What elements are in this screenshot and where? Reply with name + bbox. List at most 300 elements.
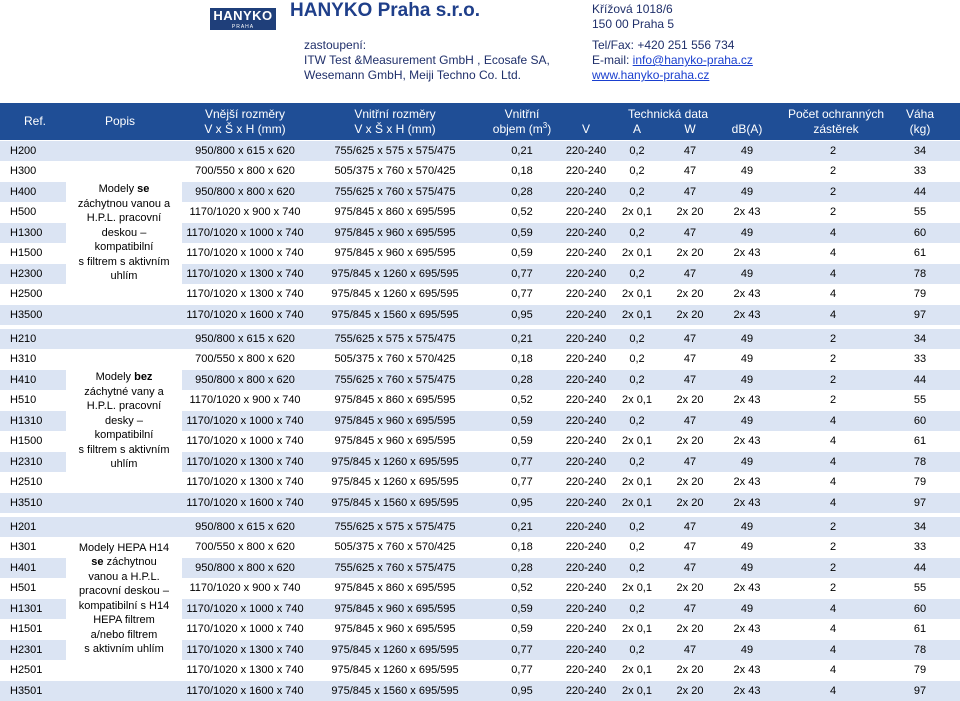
cell-voltage: 220-240 <box>558 431 614 451</box>
cell-power: 47 <box>664 411 716 431</box>
cell-apron-count: 4 <box>796 431 870 451</box>
address-line: Křížová 1018/6 <box>592 2 674 17</box>
cell-ref: H2310 <box>10 452 42 472</box>
cell-apron-count: 2 <box>796 349 870 369</box>
cell-volume: 0,77 <box>484 660 560 680</box>
cell-ref: H3500 <box>10 305 42 325</box>
cell-ref: H2301 <box>10 640 42 660</box>
email-label: E-mail: <box>592 53 633 67</box>
cell-noise: 49 <box>718 161 776 181</box>
cell-voltage: 220-240 <box>558 284 614 304</box>
cell-apron-count: 4 <box>796 223 870 243</box>
cell-volume: 0,28 <box>484 558 560 578</box>
cell-ext-dims: 950/800 x 800 x 620 <box>182 558 308 578</box>
cell-power: 47 <box>664 537 716 557</box>
cell-int-dims: 975/845 x 1560 x 695/595 <box>315 681 475 701</box>
cell-apron-count: 4 <box>796 472 870 492</box>
cell-power: 2x 20 <box>664 619 716 639</box>
cell-volume: 0,77 <box>484 640 560 660</box>
email-link[interactable]: info@hanyko-praha.cz <box>633 53 753 67</box>
cell-noise: 2x 43 <box>718 681 776 701</box>
col-int: Vnitřní rozměry V x Š x H (mm) <box>315 103 475 140</box>
cell-ref: H200 <box>10 141 36 161</box>
cell-power: 47 <box>664 640 716 660</box>
cell-volume: 0,18 <box>484 537 560 557</box>
cell-noise: 49 <box>718 558 776 578</box>
col-count: Počet ochranných zástěrek <box>786 103 886 140</box>
cell-current: 0,2 <box>612 161 662 181</box>
cell-ext-dims: 700/550 x 800 x 620 <box>182 161 308 181</box>
cell-voltage: 220-240 <box>558 452 614 472</box>
cell-apron-count: 4 <box>796 493 870 513</box>
cell-volume: 0,77 <box>484 472 560 492</box>
cell-ext-dims: 1170/1020 x 1300 x 740 <box>182 472 308 492</box>
contact-block <box>592 38 753 83</box>
cell-noise: 2x 43 <box>718 578 776 598</box>
cell-int-dims: 505/375 x 760 x 570/425 <box>315 537 475 557</box>
cell-current: 2x 0,1 <box>612 660 662 680</box>
cell-ext-dims: 1170/1020 x 1000 x 740 <box>182 223 308 243</box>
cell-ext-dims: 1170/1020 x 1000 x 740 <box>182 619 308 639</box>
cell-ext-dims: 1170/1020 x 1600 x 740 <box>182 681 308 701</box>
cell-apron-count: 4 <box>796 411 870 431</box>
cell-noise: 49 <box>718 141 776 161</box>
cell-current: 2x 0,1 <box>612 390 662 410</box>
cell-apron-count: 4 <box>796 243 870 263</box>
cell-current: 0,2 <box>612 452 662 472</box>
cell-ext-dims: 1170/1020 x 1000 x 740 <box>182 599 308 619</box>
cell-int-dims: 975/845 x 1260 x 695/595 <box>315 264 475 284</box>
description-line: s filtrem s aktivním <box>66 443 182 458</box>
cell-volume: 0,21 <box>484 141 560 161</box>
cell-voltage: 220-240 <box>558 472 614 492</box>
cell-weight: 55 <box>890 202 950 222</box>
cell-apron-count: 4 <box>796 640 870 660</box>
col-db: dB(A) <box>718 122 776 136</box>
cell-weight: 78 <box>890 452 950 472</box>
description-line: kompatibilní <box>66 240 182 255</box>
cell-ref: H1500 <box>10 243 42 263</box>
description-line: a/nebo filtrem <box>66 628 182 643</box>
cell-ext-dims: 950/800 x 800 x 620 <box>182 370 308 390</box>
cell-volume: 0,95 <box>484 681 560 701</box>
cell-int-dims: 975/845 x 1260 x 695/595 <box>315 284 475 304</box>
cell-int-dims: 755/625 x 760 x 575/475 <box>315 558 475 578</box>
cell-int-dims: 975/845 x 1260 x 695/595 <box>315 472 475 492</box>
phone-text: Tel/Fax: +420 251 556 734 <box>592 38 753 53</box>
description-line: Modely se <box>66 182 182 197</box>
col-popis: Popis <box>96 103 144 140</box>
cell-noise: 2x 43 <box>718 284 776 304</box>
cell-power: 47 <box>664 182 716 202</box>
cell-voltage: 220-240 <box>558 305 614 325</box>
description-line: H.P.L. pracovní <box>66 399 182 414</box>
cell-weight: 78 <box>890 264 950 284</box>
address-line: 150 00 Praha 5 <box>592 17 674 32</box>
cell-voltage: 220-240 <box>558 578 614 598</box>
cell-apron-count: 2 <box>796 329 870 349</box>
cell-voltage: 220-240 <box>558 390 614 410</box>
cell-noise: 2x 43 <box>718 493 776 513</box>
cell-noise: 2x 43 <box>718 305 776 325</box>
cell-noise: 49 <box>718 517 776 537</box>
cell-int-dims: 975/845 x 960 x 695/595 <box>315 431 475 451</box>
cell-weight: 34 <box>890 517 950 537</box>
cell-int-dims: 975/845 x 1260 x 695/595 <box>315 660 475 680</box>
cell-ref: H500 <box>10 202 36 222</box>
cell-weight: 34 <box>890 329 950 349</box>
cell-int-dims: 975/845 x 1260 x 695/595 <box>315 452 475 472</box>
model-description <box>66 370 182 473</box>
table-row <box>0 472 960 493</box>
cell-ext-dims: 1170/1020 x 900 x 740 <box>182 202 308 222</box>
table-header <box>0 103 960 140</box>
cell-ext-dims: 1170/1020 x 1600 x 740 <box>182 305 308 325</box>
web-row <box>592 68 753 83</box>
cell-voltage: 220-240 <box>558 223 614 243</box>
representation-line: Wesemann GmbH, Meiji Techno Co. Ltd. <box>304 68 550 83</box>
cell-weight: 33 <box>890 349 950 369</box>
cell-noise: 49 <box>718 370 776 390</box>
cell-noise: 2x 43 <box>718 660 776 680</box>
cell-noise: 49 <box>718 537 776 557</box>
cell-volume: 0,59 <box>484 411 560 431</box>
cell-ref: H2300 <box>10 264 42 284</box>
cell-voltage: 220-240 <box>558 517 614 537</box>
cell-current: 2x 0,1 <box>612 472 662 492</box>
cell-ext-dims: 1170/1020 x 1000 x 740 <box>182 411 308 431</box>
table-row <box>0 141 960 162</box>
cell-power: 2x 20 <box>664 472 716 492</box>
cell-apron-count: 4 <box>796 619 870 639</box>
table-row <box>0 284 960 305</box>
cell-int-dims: 975/845 x 960 x 695/595 <box>315 599 475 619</box>
logo-text: HANYKO <box>210 8 276 24</box>
cell-ref: H2500 <box>10 284 42 304</box>
cell-ref: H1310 <box>10 411 42 431</box>
cell-ext-dims: 1170/1020 x 1300 x 740 <box>182 284 308 304</box>
cell-volume: 0,21 <box>484 517 560 537</box>
description-line: s filtrem s aktivním <box>66 255 182 270</box>
model-description <box>66 537 182 660</box>
cell-apron-count: 2 <box>796 141 870 161</box>
cell-apron-count: 4 <box>796 452 870 472</box>
description-line: záchytnou vanou a <box>66 197 182 212</box>
cell-int-dims: 975/845 x 960 x 695/595 <box>315 411 475 431</box>
cell-weight: 44 <box>890 370 950 390</box>
cell-voltage: 220-240 <box>558 329 614 349</box>
cell-voltage: 220-240 <box>558 493 614 513</box>
cell-noise: 2x 43 <box>718 243 776 263</box>
cell-current: 0,2 <box>612 599 662 619</box>
col-a: A <box>612 122 662 136</box>
cell-current: 0,2 <box>612 182 662 202</box>
cell-power: 47 <box>664 329 716 349</box>
cell-power: 47 <box>664 161 716 181</box>
representation-line: zastoupení: <box>304 38 550 53</box>
cell-power: 2x 20 <box>664 202 716 222</box>
cell-noise: 49 <box>718 599 776 619</box>
cell-int-dims: 975/845 x 1260 x 695/595 <box>315 640 475 660</box>
cell-noise: 2x 43 <box>718 390 776 410</box>
cell-current: 2x 0,1 <box>612 202 662 222</box>
cell-int-dims: 975/845 x 860 x 695/595 <box>315 390 475 410</box>
cell-power: 2x 20 <box>664 493 716 513</box>
cell-ext-dims: 950/800 x 615 x 620 <box>182 141 308 161</box>
cell-current: 0,2 <box>612 349 662 369</box>
cell-ref: H210 <box>10 329 36 349</box>
cell-voltage: 220-240 <box>558 202 614 222</box>
cell-apron-count: 2 <box>796 202 870 222</box>
cell-weight: 60 <box>890 411 950 431</box>
cell-voltage: 220-240 <box>558 182 614 202</box>
cell-ext-dims: 1170/1020 x 1300 x 740 <box>182 660 308 680</box>
cell-power: 2x 20 <box>664 305 716 325</box>
cell-power: 47 <box>664 370 716 390</box>
cell-ext-dims: 1170/1020 x 1300 x 740 <box>182 452 308 472</box>
cell-int-dims: 975/845 x 860 x 695/595 <box>315 202 475 222</box>
cell-current: 0,2 <box>612 370 662 390</box>
description-line: desky – <box>66 414 182 429</box>
cell-power: 2x 20 <box>664 660 716 680</box>
cell-ext-dims: 1170/1020 x 1000 x 740 <box>182 243 308 263</box>
company-logo <box>210 8 276 30</box>
cell-power: 47 <box>664 141 716 161</box>
cell-ext-dims: 950/800 x 800 x 620 <box>182 182 308 202</box>
cell-weight: 33 <box>890 161 950 181</box>
cell-voltage: 220-240 <box>558 558 614 578</box>
cell-voltage: 220-240 <box>558 599 614 619</box>
cell-ext-dims: 1170/1020 x 1300 x 740 <box>182 264 308 284</box>
cell-current: 0,2 <box>612 329 662 349</box>
cell-voltage: 220-240 <box>558 141 614 161</box>
cell-volume: 0,28 <box>484 182 560 202</box>
cell-ref: H1500 <box>10 431 42 451</box>
cell-apron-count: 4 <box>796 681 870 701</box>
description-line: uhlím <box>66 457 182 472</box>
cell-weight: 44 <box>890 558 950 578</box>
cell-current: 2x 0,1 <box>612 578 662 598</box>
cell-current: 2x 0,1 <box>612 493 662 513</box>
cell-current: 0,2 <box>612 517 662 537</box>
cell-ext-dims: 1170/1020 x 1000 x 740 <box>182 431 308 451</box>
cell-int-dims: 975/845 x 860 x 695/595 <box>315 578 475 598</box>
col-tech: Technická data <box>560 107 776 121</box>
cell-int-dims: 755/625 x 575 x 575/475 <box>315 329 475 349</box>
cell-int-dims: 975/845 x 1560 x 695/595 <box>315 493 475 513</box>
cell-current: 0,2 <box>612 223 662 243</box>
table-row <box>0 493 960 514</box>
cell-ref: H310 <box>10 349 36 369</box>
description-line: H.P.L. pracovní <box>66 211 182 226</box>
cell-volume: 0,28 <box>484 370 560 390</box>
cell-weight: 97 <box>890 681 950 701</box>
cell-current: 0,2 <box>612 141 662 161</box>
cell-current: 0,2 <box>612 558 662 578</box>
cell-voltage: 220-240 <box>558 411 614 431</box>
table-row <box>0 305 960 326</box>
cell-power: 2x 20 <box>664 390 716 410</box>
cell-noise: 49 <box>718 264 776 284</box>
cell-apron-count: 2 <box>796 537 870 557</box>
cell-ref: H401 <box>10 558 36 578</box>
description-line: uhlím <box>66 269 182 284</box>
description-line: s aktivním uhlím <box>66 642 182 657</box>
cell-weight: 61 <box>890 619 950 639</box>
cell-weight: 33 <box>890 537 950 557</box>
cell-power: 47 <box>664 223 716 243</box>
cell-volume: 0,95 <box>484 493 560 513</box>
description-line: Modely bez <box>66 370 182 385</box>
cell-current: 2x 0,1 <box>612 243 662 263</box>
cell-noise: 2x 43 <box>718 619 776 639</box>
cell-ext-dims: 700/550 x 800 x 620 <box>182 537 308 557</box>
cell-volume: 0,59 <box>484 243 560 263</box>
cell-ref: H400 <box>10 182 36 202</box>
cell-weight: 97 <box>890 493 950 513</box>
col-ref: Ref. <box>14 103 56 140</box>
cell-int-dims: 505/375 x 760 x 570/425 <box>315 349 475 369</box>
cell-volume: 0,77 <box>484 284 560 304</box>
cell-power: 2x 20 <box>664 431 716 451</box>
description-line: kompatibilní s H14 <box>66 599 182 614</box>
col-ext: Vnější rozměry V x Š x H (mm) <box>180 103 310 140</box>
cell-int-dims: 975/845 x 960 x 695/595 <box>315 243 475 263</box>
cell-power: 47 <box>664 349 716 369</box>
cell-current: 2x 0,1 <box>612 284 662 304</box>
description-line: Modely HEPA H14 <box>66 541 182 556</box>
cell-power: 2x 20 <box>664 681 716 701</box>
cell-current: 0,2 <box>612 264 662 284</box>
cell-power: 47 <box>664 599 716 619</box>
description-line: vanou a H.P.L. <box>66 570 182 585</box>
description-line: kompatibilní <box>66 428 182 443</box>
cell-apron-count: 4 <box>796 264 870 284</box>
cell-noise: 49 <box>718 329 776 349</box>
cell-volume: 0,95 <box>484 305 560 325</box>
cell-ref: H301 <box>10 537 36 557</box>
cell-weight: 79 <box>890 660 950 680</box>
cell-current: 2x 0,1 <box>612 619 662 639</box>
web-link[interactable]: www.hanyko-praha.cz <box>592 68 709 82</box>
cell-voltage: 220-240 <box>558 349 614 369</box>
cell-apron-count: 2 <box>796 182 870 202</box>
cell-weight: 60 <box>890 223 950 243</box>
cell-apron-count: 4 <box>796 284 870 304</box>
representation-block <box>304 38 550 83</box>
cell-apron-count: 2 <box>796 390 870 410</box>
cell-ref: H410 <box>10 370 36 390</box>
cell-power: 2x 20 <box>664 578 716 598</box>
cell-current: 2x 0,1 <box>612 305 662 325</box>
cell-voltage: 220-240 <box>558 370 614 390</box>
cell-power: 47 <box>664 264 716 284</box>
cell-volume: 0,77 <box>484 452 560 472</box>
cell-volume: 0,52 <box>484 202 560 222</box>
cell-noise: 2x 43 <box>718 472 776 492</box>
cell-weight: 61 <box>890 431 950 451</box>
cell-ref: H510 <box>10 390 36 410</box>
cell-voltage: 220-240 <box>558 681 614 701</box>
cell-weight: 79 <box>890 284 950 304</box>
table-row <box>0 161 960 182</box>
table-row <box>0 329 960 350</box>
cell-int-dims: 755/625 x 575 x 575/475 <box>315 517 475 537</box>
col-vol: Vnitřní objem $(m^3)$ <box>484 103 560 140</box>
cell-ref: H1501 <box>10 619 42 639</box>
cell-apron-count: 2 <box>796 578 870 598</box>
cell-current: 0,2 <box>612 640 662 660</box>
cell-apron-count: 4 <box>796 599 870 619</box>
cell-ref: H501 <box>10 578 36 598</box>
cell-volume: 0,52 <box>484 578 560 598</box>
col-v: V <box>558 122 614 136</box>
cell-power: 47 <box>664 452 716 472</box>
cell-noise: 49 <box>718 640 776 660</box>
cell-int-dims: 755/625 x 760 x 575/475 <box>315 182 475 202</box>
cell-apron-count: 4 <box>796 305 870 325</box>
cell-voltage: 220-240 <box>558 660 614 680</box>
company-name: HANYKO Praha s.r.o. <box>290 0 480 22</box>
description-line: HEPA filtrem <box>66 613 182 628</box>
cell-voltage: 220-240 <box>558 537 614 557</box>
cell-weight: 60 <box>890 599 950 619</box>
cell-int-dims: 975/845 x 1560 x 695/595 <box>315 305 475 325</box>
logo-subtext: PRAHA <box>210 24 276 30</box>
cell-ref: H2510 <box>10 472 42 492</box>
cell-int-dims: 755/625 x 760 x 575/475 <box>315 370 475 390</box>
cell-weight: 55 <box>890 390 950 410</box>
cell-noise: 49 <box>718 182 776 202</box>
cell-int-dims: 975/845 x 960 x 695/595 <box>315 619 475 639</box>
cell-ext-dims: 700/550 x 800 x 620 <box>182 349 308 369</box>
cell-noise: 2x 43 <box>718 202 776 222</box>
cell-current: 0,2 <box>612 411 662 431</box>
cell-ext-dims: 1170/1020 x 900 x 740 <box>182 390 308 410</box>
cell-weight: 55 <box>890 578 950 598</box>
model-description <box>66 182 182 285</box>
cell-volume: 0,52 <box>484 390 560 410</box>
col-w: W <box>664 122 716 136</box>
cell-weight: 61 <box>890 243 950 263</box>
cell-ref: H201 <box>10 517 36 537</box>
cell-volume: 0,59 <box>484 599 560 619</box>
col-weight: Váha (kg) <box>890 103 950 140</box>
cell-weight: 97 <box>890 305 950 325</box>
cell-apron-count: 2 <box>796 161 870 181</box>
cell-voltage: 220-240 <box>558 264 614 284</box>
cell-volume: 0,59 <box>484 223 560 243</box>
table-row <box>0 349 960 370</box>
cell-volume: 0,59 <box>484 619 560 639</box>
cell-ref: H1300 <box>10 223 42 243</box>
cell-power: 47 <box>664 558 716 578</box>
cell-ref: H2501 <box>10 660 42 680</box>
cell-volume: 0,59 <box>484 431 560 451</box>
cell-noise: 49 <box>718 349 776 369</box>
cell-volume: 0,18 <box>484 349 560 369</box>
cell-power: 2x 20 <box>664 284 716 304</box>
cell-power: 47 <box>664 517 716 537</box>
cell-voltage: 220-240 <box>558 640 614 660</box>
cell-ref: H300 <box>10 161 36 181</box>
cell-power: 2x 20 <box>664 243 716 263</box>
table-row <box>0 660 960 681</box>
cell-volume: 0,18 <box>484 161 560 181</box>
cell-ref: H3510 <box>10 493 42 513</box>
cell-current: 2x 0,1 <box>612 681 662 701</box>
cell-weight: 78 <box>890 640 950 660</box>
